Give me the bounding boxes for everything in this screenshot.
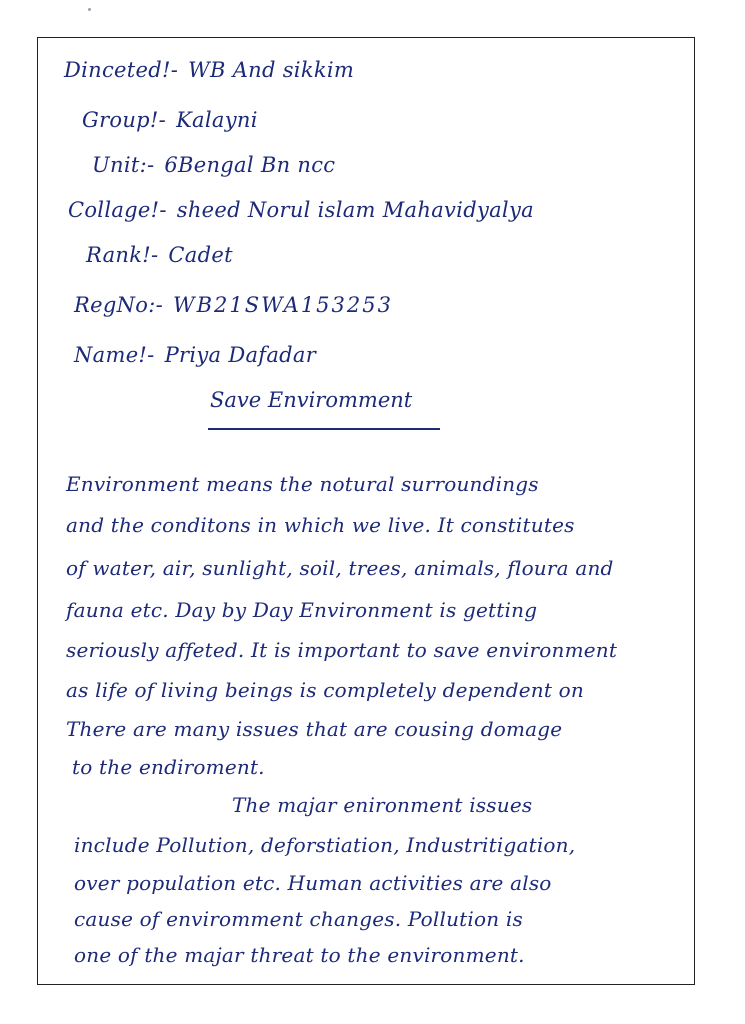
unit-label: Unit:- bbox=[92, 153, 155, 177]
field-unit bbox=[92, 153, 335, 177]
body-line: include Pollution, deforstiation, Industritigation, bbox=[74, 833, 576, 857]
field-college bbox=[68, 198, 534, 222]
body-line: There are many issues that are cousing domage bbox=[66, 717, 563, 741]
body-line: fauna etc. Day by Day Environment is getting bbox=[66, 598, 538, 622]
group-value: Kalayni bbox=[176, 108, 258, 132]
essay-title: Save Enviromment bbox=[210, 388, 413, 412]
body-line: one of the majar threat to the environment. bbox=[74, 943, 525, 967]
body-line: Environment means the notural surroundings bbox=[66, 472, 539, 496]
group-label: Group!- bbox=[82, 108, 167, 132]
title-underline bbox=[208, 428, 440, 430]
body-line: over population etc. Human activities are also bbox=[74, 871, 552, 895]
field-regno bbox=[74, 293, 393, 317]
body-line: to the endiroment. bbox=[72, 755, 265, 779]
body-line: as life of living beings is completely dependent on bbox=[66, 678, 584, 702]
rank-label: Rank!- bbox=[86, 243, 159, 267]
paper-speck bbox=[88, 8, 91, 11]
regno-label: RegNo:- bbox=[74, 293, 163, 317]
body-line: The majar enironment issues bbox=[232, 793, 533, 817]
regno-value: WB21SWA153253 bbox=[172, 293, 393, 317]
rank-value: Cadet bbox=[168, 243, 233, 267]
field-directed bbox=[64, 58, 354, 82]
body-line: and the conditons in which we live. It constitutes bbox=[66, 513, 575, 537]
name-label: Name!- bbox=[74, 343, 155, 367]
college-label: Collage!- bbox=[68, 198, 167, 222]
directed-value: WB And sikkim bbox=[188, 58, 355, 82]
field-rank bbox=[86, 243, 233, 267]
name-value: Priya Dafadar bbox=[164, 343, 317, 367]
field-name bbox=[74, 343, 316, 367]
directed-label: Dinceted!- bbox=[64, 58, 179, 82]
unit-value: 6Bengal Bn ncc bbox=[164, 153, 336, 177]
field-group bbox=[82, 108, 258, 132]
body-line: seriously affeted. It is important to save environment bbox=[66, 638, 618, 662]
body-line: cause of enviromment changes. Pollution is bbox=[74, 907, 523, 931]
body-line: of water, air, sunlight, soil, trees, animals, floura and bbox=[66, 556, 614, 580]
college-value: sheed Norul islam Mahavidyalya bbox=[176, 198, 534, 222]
